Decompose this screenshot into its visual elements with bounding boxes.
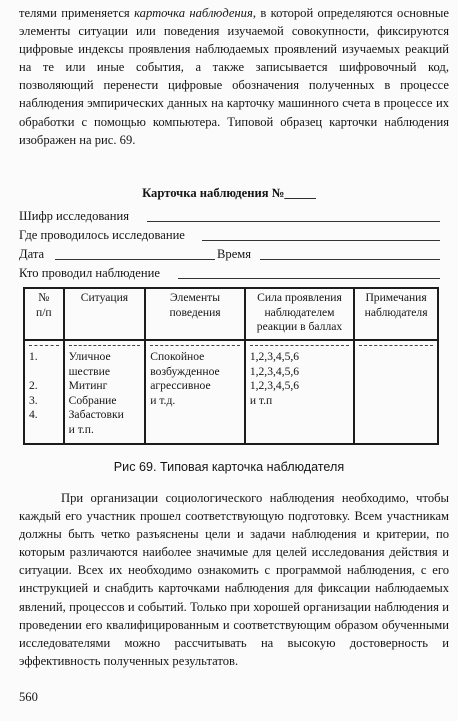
field-date-time: [19, 245, 440, 263]
intro-emphasis: карточка наблюдения: [134, 6, 253, 20]
body-paragraph: При организации социологического наблюдения необходимо, чтобы каждый его участник прошел соответствующую подготовку. Всем участникам должны быть четко разъяснены цели и задачи наблюдения и критерии, по которым различаются наиболее значимые для целей исследования действия и ситуации. Всех их необходимо ознакомить с программой наблюдения, с его инструкцией и снабдить карточками наблюдения для фиксации наблюдаемых явлений, процессов и событий. Только при хорошей организации наблюдения и проведении его квалифицированным и соответствующим образом обученными исследователями можно рассчитывать на высокую достоверность и эффективность полученных результатов.: [19, 491, 449, 668]
element-item: Спокойное: [150, 350, 205, 363]
table-header-row: [24, 288, 438, 340]
field-time-line: [260, 259, 440, 260]
element-item: и т.д.: [150, 393, 176, 407]
header-elements: [145, 288, 245, 340]
header-notes: [354, 288, 438, 340]
situation-item: Митинг: [68, 379, 108, 392]
field-observer-label: Кто проводил наблюдение: [19, 266, 160, 280]
element-item: агрессивное: [150, 379, 211, 392]
header-situation-line1: Ситуация: [80, 291, 129, 304]
dashed-separator: [29, 345, 59, 346]
intro-text-end: , в которой определяются основные элементы ситуации или поведения изучаемой совокупности, фиксируются цифровые индексы проявления наблюдаемых проявлений изучаемых реакций на те или иные события, а также записывается шифровочный код, позволяющий перенести цифровые обозначения полученных в процессе наблюдения эмпирических данных на карточку машинного счета в процессе их обработки с помощью компьютера. Типовой образец карточки наблюдения изображен на рис. 69.: [19, 6, 449, 147]
cell-situations: [64, 340, 146, 444]
situation-item: Забастовки: [68, 408, 124, 421]
situation-item: шествие: [68, 364, 111, 378]
field-cipher-label: Шифр исследования: [19, 209, 130, 223]
row-number: 3.: [29, 393, 38, 407]
field-cipher: [19, 207, 440, 225]
header-strength-line1: Сила проявления: [257, 291, 342, 304]
field-date-line: [55, 259, 215, 260]
header-elements-line1: Элементы: [170, 291, 221, 304]
strength-item: 1,2,3,4,5,6: [249, 364, 300, 378]
strength-item: и т.п: [249, 393, 273, 407]
row-number: 2.: [29, 379, 38, 392]
header-notes-line2: наблюдателя: [364, 305, 428, 319]
field-place-line: [202, 240, 440, 241]
situation-item: Собрание: [68, 393, 117, 407]
page-number: 560: [19, 690, 38, 704]
header-strength-line3: реакции в баллах: [256, 320, 343, 333]
figure-caption: Рис 69. Типовая карточка наблюдателя: [113, 460, 345, 474]
table-body-row: [24, 340, 438, 444]
cell-elements: [145, 340, 245, 444]
cell-notes: [354, 340, 438, 444]
dashed-separator: [69, 345, 141, 346]
field-time-label: Время: [217, 247, 252, 261]
strength-item: 1,2,3,4,5,6: [249, 379, 300, 392]
strength-item: 1,2,3,4,5,6: [249, 350, 300, 363]
row-number: [29, 365, 59, 380]
field-date-label: Дата: [19, 247, 45, 261]
header-number-line2: п/п: [35, 305, 52, 319]
field-observer: [19, 264, 440, 282]
situation-item: Уличное: [68, 350, 111, 363]
field-cipher-line: [147, 221, 440, 222]
observation-card-table: [23, 287, 439, 445]
field-place: [19, 226, 440, 244]
cell-strength: [245, 340, 354, 444]
card-title: Карточка наблюдения №_____: [142, 186, 316, 200]
situation-item: и т.п.: [68, 422, 94, 436]
header-number-line1: №: [38, 291, 50, 304]
header-elements-line2: поведения: [169, 305, 221, 319]
dashed-separator: [150, 345, 240, 346]
dashed-separator: [250, 345, 349, 346]
row-number: 4.: [29, 408, 38, 421]
header-situation: [64, 288, 146, 340]
header-strength-line2: наблюдателем: [264, 305, 335, 319]
row-number: 1.: [29, 350, 38, 363]
intro-text-start: телями применяется: [19, 6, 135, 20]
header-strength: [245, 288, 354, 340]
element-item: возбужденное: [150, 364, 220, 378]
header-notes-line1: Примечания: [365, 291, 427, 304]
field-place-label: Где проводилось исследование: [19, 228, 185, 242]
cell-numbers: [24, 340, 64, 444]
field-observer-line: [178, 278, 440, 279]
header-number: [24, 288, 64, 340]
intro-paragraph: [19, 4, 449, 149]
dashed-separator: [359, 345, 433, 346]
